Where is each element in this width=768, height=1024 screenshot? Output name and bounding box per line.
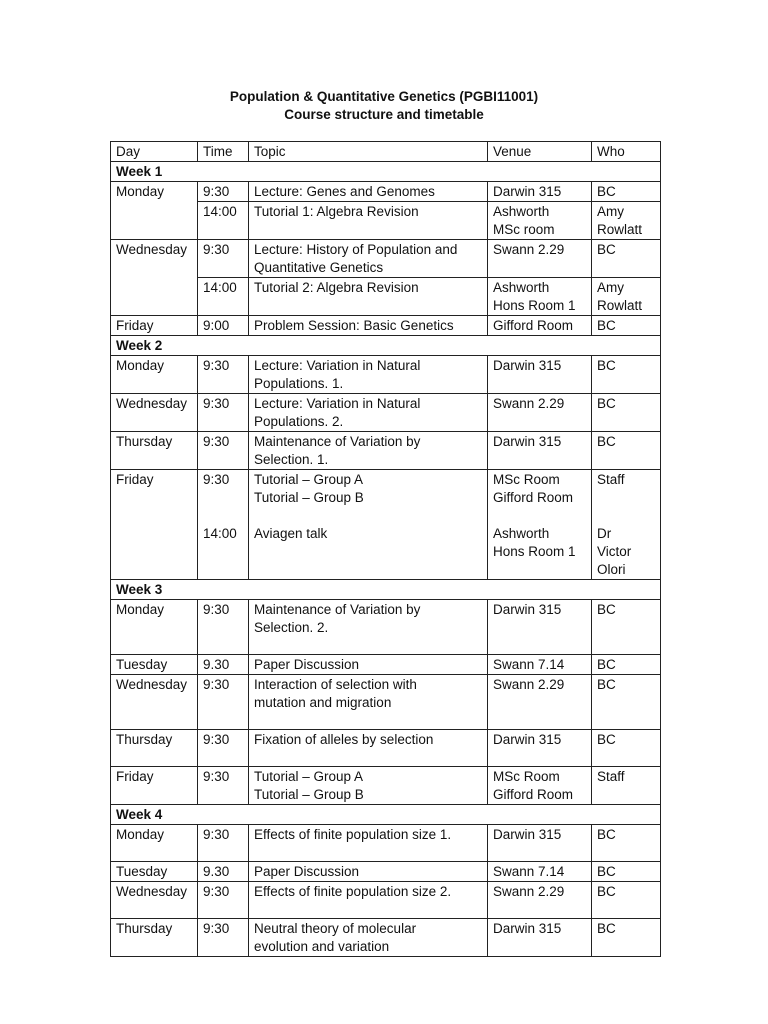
topic-line: Effects of finite population size 2. — [254, 884, 452, 899]
week-label: Week 2 — [111, 336, 661, 356]
topic-line: Tutorial – Group A — [254, 769, 364, 784]
day-cell: Monday — [111, 182, 198, 202]
day-cell: Friday — [111, 767, 198, 805]
who-cell — [592, 316, 661, 336]
topic-line: Maintenance of Variation by — [254, 602, 421, 617]
venue-cell — [488, 730, 592, 767]
table-row — [111, 316, 661, 336]
who-cell — [592, 882, 661, 919]
topic-cell — [249, 919, 488, 957]
table-row — [111, 432, 661, 470]
who-line: BC — [597, 318, 616, 333]
table-row — [111, 919, 661, 957]
who-cell — [592, 524, 661, 580]
who-line: Victor — [597, 544, 632, 559]
table-row — [111, 278, 661, 316]
header-venue: Venue — [488, 142, 592, 162]
header-day: Day — [111, 142, 198, 162]
who-line: Rowlatt — [597, 298, 643, 313]
venue-line: Gifford Room — [493, 318, 574, 333]
topic-line: Tutorial 1: Algebra Revision — [254, 204, 419, 219]
day-cell: Tuesday — [111, 862, 198, 882]
who-cell — [592, 240, 661, 278]
table-row — [111, 470, 661, 525]
venue-line: Gifford Room — [493, 490, 574, 505]
topic-line: Effects of finite population size 1. — [254, 827, 452, 842]
table-row — [111, 394, 661, 432]
table-row — [111, 202, 661, 240]
day-cell: Wednesday — [111, 240, 198, 278]
venue-line: Swann 2.29 — [493, 884, 565, 899]
venue-line: Hons Room 1 — [493, 298, 576, 313]
day-cell: Monday — [111, 356, 198, 394]
topic-line: mutation and migration — [254, 695, 392, 710]
venue-cell — [488, 767, 592, 805]
venue-line: Swann 2.29 — [493, 677, 565, 692]
day-cell: Monday — [111, 600, 198, 655]
table-row — [111, 655, 661, 675]
who-line: BC — [597, 864, 616, 879]
table-row — [111, 730, 661, 767]
venue-cell — [488, 919, 592, 957]
venue-line: Ashworth — [493, 280, 550, 295]
topic-line: Selection. 1. — [254, 452, 329, 467]
time-cell: 9:30 — [198, 882, 249, 919]
who-cell — [592, 655, 661, 675]
topic-line: Populations. 2. — [254, 414, 344, 429]
table-row — [111, 675, 661, 730]
topic-cell — [249, 202, 488, 240]
venue-line: Darwin 315 — [493, 358, 562, 373]
venue-line: Swann 2.29 — [493, 242, 565, 257]
table-row — [111, 825, 661, 862]
who-cell — [592, 356, 661, 394]
who-line: BC — [597, 884, 616, 899]
topic-cell — [249, 862, 488, 882]
time-cell: 9:30 — [198, 730, 249, 767]
venue-line: Darwin 315 — [493, 184, 562, 199]
day-cell: Tuesday — [111, 655, 198, 675]
venue-cell — [488, 600, 592, 655]
venue-cell — [488, 394, 592, 432]
week-header-row — [111, 805, 661, 825]
venue-line: Darwin 315 — [493, 434, 562, 449]
topic-line: evolution and variation — [254, 939, 390, 954]
venue-line: Swann 7.14 — [493, 864, 565, 879]
day-cell: Monday — [111, 825, 198, 862]
venue-line: Ashworth — [493, 526, 550, 541]
venue-cell — [488, 316, 592, 336]
header-who: Who — [592, 142, 661, 162]
topic-cell — [249, 730, 488, 767]
timetable — [110, 141, 661, 957]
venue-cell — [488, 240, 592, 278]
who-cell — [592, 394, 661, 432]
venue-line: MSc Room — [493, 769, 560, 784]
week-label: Week 3 — [111, 580, 661, 600]
day-cell: Thursday — [111, 432, 198, 470]
day-cell — [111, 202, 198, 240]
who-cell — [592, 767, 661, 805]
topic-line: Tutorial – Group B — [254, 490, 364, 505]
document-subtitle: Course structure and timetable — [284, 107, 484, 122]
topic-line: Interaction of selection with — [254, 677, 417, 692]
who-line: Staff — [597, 769, 625, 784]
time-cell: 9:30 — [198, 825, 249, 862]
who-line: Olori — [597, 562, 626, 577]
time-cell: 9.30 — [198, 862, 249, 882]
topic-line: Neutral theory of molecular — [254, 921, 417, 936]
time-cell: 9:30 — [198, 919, 249, 957]
time-cell: 9:30 — [198, 182, 249, 202]
topic-cell — [249, 432, 488, 470]
topic-cell — [249, 524, 488, 580]
topic-cell — [249, 182, 488, 202]
time-cell: 9:30 — [198, 767, 249, 805]
table-row — [111, 524, 661, 580]
topic-line: Aviagen talk — [254, 526, 328, 541]
topic-line: Lecture: Variation in Natural — [254, 358, 421, 373]
topic-cell — [249, 825, 488, 862]
who-cell — [592, 202, 661, 240]
topic-cell — [249, 675, 488, 730]
who-cell — [592, 825, 661, 862]
venue-cell — [488, 202, 592, 240]
venue-cell — [488, 524, 592, 580]
time-cell: 9.30 — [198, 655, 249, 675]
time-cell: 9:30 — [198, 394, 249, 432]
who-line: Staff — [597, 472, 625, 487]
week-label: Week 4 — [111, 805, 661, 825]
topic-cell — [249, 356, 488, 394]
who-cell — [592, 675, 661, 730]
topic-line: Paper Discussion — [254, 657, 360, 672]
who-line: BC — [597, 921, 616, 936]
day-cell: Thursday — [111, 919, 198, 957]
topic-cell — [249, 278, 488, 316]
who-line: BC — [597, 827, 616, 842]
who-cell — [592, 432, 661, 470]
venue-cell — [488, 862, 592, 882]
topic-line: Lecture: Genes and Genomes — [254, 184, 435, 199]
venue-cell — [488, 432, 592, 470]
venue-line: Darwin 315 — [493, 732, 562, 747]
time-cell: 14:00 — [198, 202, 249, 240]
day-cell: Wednesday — [111, 882, 198, 919]
day-cell: Wednesday — [111, 394, 198, 432]
venue-cell — [488, 278, 592, 316]
day-cell: Friday — [111, 470, 198, 525]
header-row — [111, 142, 661, 162]
day-cell: Thursday — [111, 730, 198, 767]
topic-cell — [249, 655, 488, 675]
time-cell: 9:30 — [198, 675, 249, 730]
who-cell — [592, 919, 661, 957]
topic-line: Maintenance of Variation by — [254, 434, 421, 449]
who-line: BC — [597, 732, 616, 747]
venue-cell — [488, 655, 592, 675]
who-line: BC — [597, 434, 616, 449]
who-cell — [592, 862, 661, 882]
time-cell: 9:30 — [198, 600, 249, 655]
week-header-row — [111, 580, 661, 600]
document-title: Population & Quantitative Genetics (PGBI11001) — [229, 89, 539, 104]
venue-cell — [488, 882, 592, 919]
topic-cell — [249, 394, 488, 432]
time-cell: 9:30 — [198, 356, 249, 394]
topic-line: Paper Discussion — [254, 864, 360, 879]
day-cell — [111, 278, 198, 316]
who-cell — [592, 182, 661, 202]
topic-line: Selection. 2. — [254, 620, 329, 635]
who-cell — [592, 470, 661, 525]
venue-cell — [488, 825, 592, 862]
venue-cell — [488, 356, 592, 394]
time-cell: 14:00 — [198, 524, 249, 580]
venue-line: MSc room — [493, 222, 555, 237]
header-topic: Topic — [249, 142, 488, 162]
table-row — [111, 240, 661, 278]
venue-line: Darwin 315 — [493, 921, 562, 936]
who-line: BC — [597, 677, 616, 692]
who-cell — [592, 730, 661, 767]
who-line: Amy — [597, 204, 624, 219]
topic-cell — [249, 767, 488, 805]
who-line: Dr — [597, 526, 612, 541]
time-cell: 9:30 — [198, 470, 249, 525]
venue-cell — [488, 675, 592, 730]
venue-line: Swann 2.29 — [493, 396, 565, 411]
timetable-body — [111, 162, 661, 957]
table-row — [111, 767, 661, 805]
week-header-row — [111, 336, 661, 356]
week-header-row — [111, 162, 661, 182]
topic-line: Tutorial 2: Algebra Revision — [254, 280, 419, 295]
topic-cell — [249, 316, 488, 336]
topic-line: Quantitative Genetics — [254, 260, 384, 275]
who-cell — [592, 600, 661, 655]
table-row — [111, 600, 661, 655]
venue-line: Darwin 315 — [493, 602, 562, 617]
day-cell: Friday — [111, 316, 198, 336]
week-label: Week 1 — [111, 162, 661, 182]
topic-line: Populations. 1. — [254, 376, 344, 391]
table-row — [111, 356, 661, 394]
topic-cell — [249, 882, 488, 919]
topic-cell — [249, 600, 488, 655]
venue-cell — [488, 182, 592, 202]
venue-line: MSc Room — [493, 472, 560, 487]
topic-cell — [249, 470, 488, 525]
who-line: BC — [597, 602, 616, 617]
day-cell: Wednesday — [111, 675, 198, 730]
venue-line: Gifford Room — [493, 787, 574, 802]
who-line: BC — [597, 358, 616, 373]
topic-cell — [249, 240, 488, 278]
who-line: Rowlatt — [597, 222, 643, 237]
table-row — [111, 182, 661, 202]
who-cell — [592, 278, 661, 316]
who-line: Amy — [597, 280, 624, 295]
venue-line: Swann 7.14 — [493, 657, 565, 672]
table-row — [111, 862, 661, 882]
venue-line: Ashworth — [493, 204, 550, 219]
who-line: BC — [597, 396, 616, 411]
day-cell — [111, 524, 198, 580]
topic-line: Tutorial – Group B — [254, 787, 364, 802]
time-cell: 9:30 — [198, 432, 249, 470]
who-line: BC — [597, 657, 616, 672]
table-row — [111, 882, 661, 919]
topic-line: Lecture: History of Population and — [254, 242, 458, 257]
time-cell: 9:30 — [198, 240, 249, 278]
time-cell: 14:00 — [198, 278, 249, 316]
who-line: BC — [597, 242, 616, 257]
venue-cell — [488, 470, 592, 525]
topic-line: Problem Session: Basic Genetics — [254, 318, 454, 333]
who-line: BC — [597, 184, 616, 199]
time-cell: 9:00 — [198, 316, 249, 336]
topic-line: Lecture: Variation in Natural — [254, 396, 421, 411]
topic-line: Fixation of alleles by selection — [254, 732, 434, 747]
topic-line: Tutorial – Group A — [254, 472, 364, 487]
header-time: Time — [198, 142, 249, 162]
venue-line: Darwin 315 — [493, 827, 562, 842]
venue-line: Hons Room 1 — [493, 544, 576, 559]
